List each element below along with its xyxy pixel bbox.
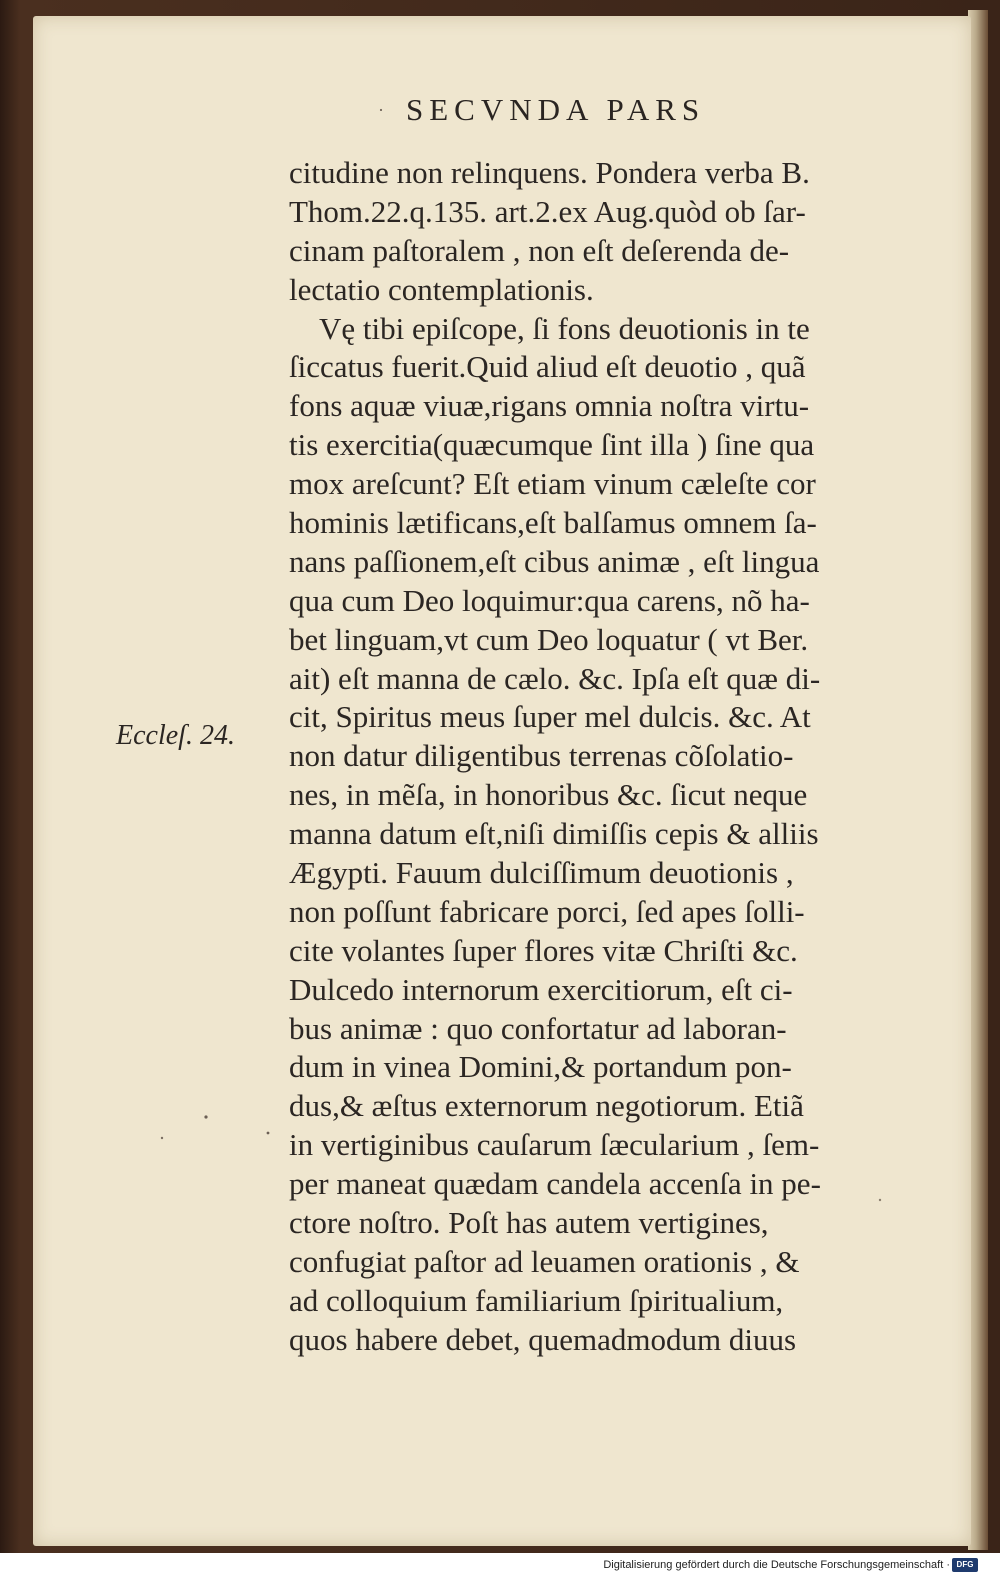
head-ornament-dot: · — [378, 100, 384, 120]
text-line: ctore noſtro. Poſt has autem vertigines, — [289, 1205, 769, 1241]
footer-credit: Digitalisierung gefördert durch die Deutsche Forschungsgemeinschaft · — [603, 1559, 950, 1571]
text-line: non poſſunt fabricare porci, ſed apes ſolli- — [289, 893, 805, 929]
text-line: qua cum Deo loquimur:qua carens, nõ ha- — [289, 582, 810, 618]
text-line: hominis lætificans,eſt balſamus omnem ſa- — [289, 505, 817, 541]
text-line: nes, in mẽſa, in honoribus &c. ſicut neque — [289, 777, 808, 813]
text-line: Thom.22.q.135. art.2.ex Aug.quòd ob ſar- — [289, 193, 806, 229]
text-line-paragraph-start: Vę tibi epiſcope, ſi fons deuotionis in te — [319, 310, 810, 346]
text-line: lectatio contemplationis. — [289, 271, 594, 307]
margin-note: Eccleſ. 24. — [116, 720, 235, 751]
text-line: dum in vinea Domini,& portandum pon- — [289, 1049, 792, 1085]
text-line: mox areſcunt? Eſt etiam vinum cæleſte cor — [289, 466, 816, 502]
text-line: citudine non relinquens. Pondera verba B. — [289, 155, 810, 190]
text-line: Ægypti. Fauum dulciſſimum deuotionis , — [289, 855, 794, 891]
text-line: ad colloquium familiarium ſpiritualium, — [289, 1282, 784, 1318]
speck — [879, 1199, 881, 1201]
text-line: cinam paſtoralem , non eſt deſerenda de- — [289, 232, 790, 268]
text-line: ſiccatus fuerit.Quid aliud eſt deuotio , quã — [289, 349, 806, 385]
text-line: cit, Spiritus meus ſuper mel dulcis. &c. At — [289, 699, 811, 735]
speck — [161, 1137, 163, 1139]
text-line: bet linguam,vt cum Deo loquatur ( vt Ber. — [289, 621, 809, 657]
text-line: tis exercitia(quæcumque ſint illa ) ſine qua — [289, 427, 815, 463]
text-line: nans paſſionem,eſt cibus animæ , eſt lingua — [289, 543, 820, 579]
text-line: fons aquæ viuæ,rigans omnia noſtra virtu- — [289, 388, 810, 424]
text-line: cite volantes ſuper flores vitæ Chriſti &c. — [289, 932, 798, 968]
text-line: ait) eſt manna de cælo. &c. Ipſa eſt quæ di- — [289, 660, 821, 696]
speck — [267, 1132, 270, 1135]
text-line: dus,& æſtus externorum negotiorum. Etiã — [289, 1088, 804, 1124]
speck — [204, 1115, 207, 1118]
text-line: in vertiginibus cauſarum ſæcularium , ſem- — [289, 1127, 820, 1163]
text-line: confugiat paſtor ad leuamen orationis , & — [289, 1243, 800, 1279]
text-line: Dulcedo internorum exercitiorum, eſt ci- — [289, 971, 793, 1007]
text-line: manna datum eſt,niſi dimiſſis cepis & alliis — [289, 816, 819, 852]
dfg-logo: DFG — [952, 1558, 978, 1572]
running-head: SECVNDA PARS — [406, 92, 706, 127]
text-line: non datur diligentibus terrenas cõſolatio- — [289, 738, 794, 774]
text-line: per maneat quædam candela accenſa in pe- — [289, 1166, 821, 1202]
text-line: bus animæ : quo confortatur ad laboran- — [289, 1010, 787, 1046]
text-line: quos habere debet, quemadmodum diuus — [289, 1321, 797, 1357]
